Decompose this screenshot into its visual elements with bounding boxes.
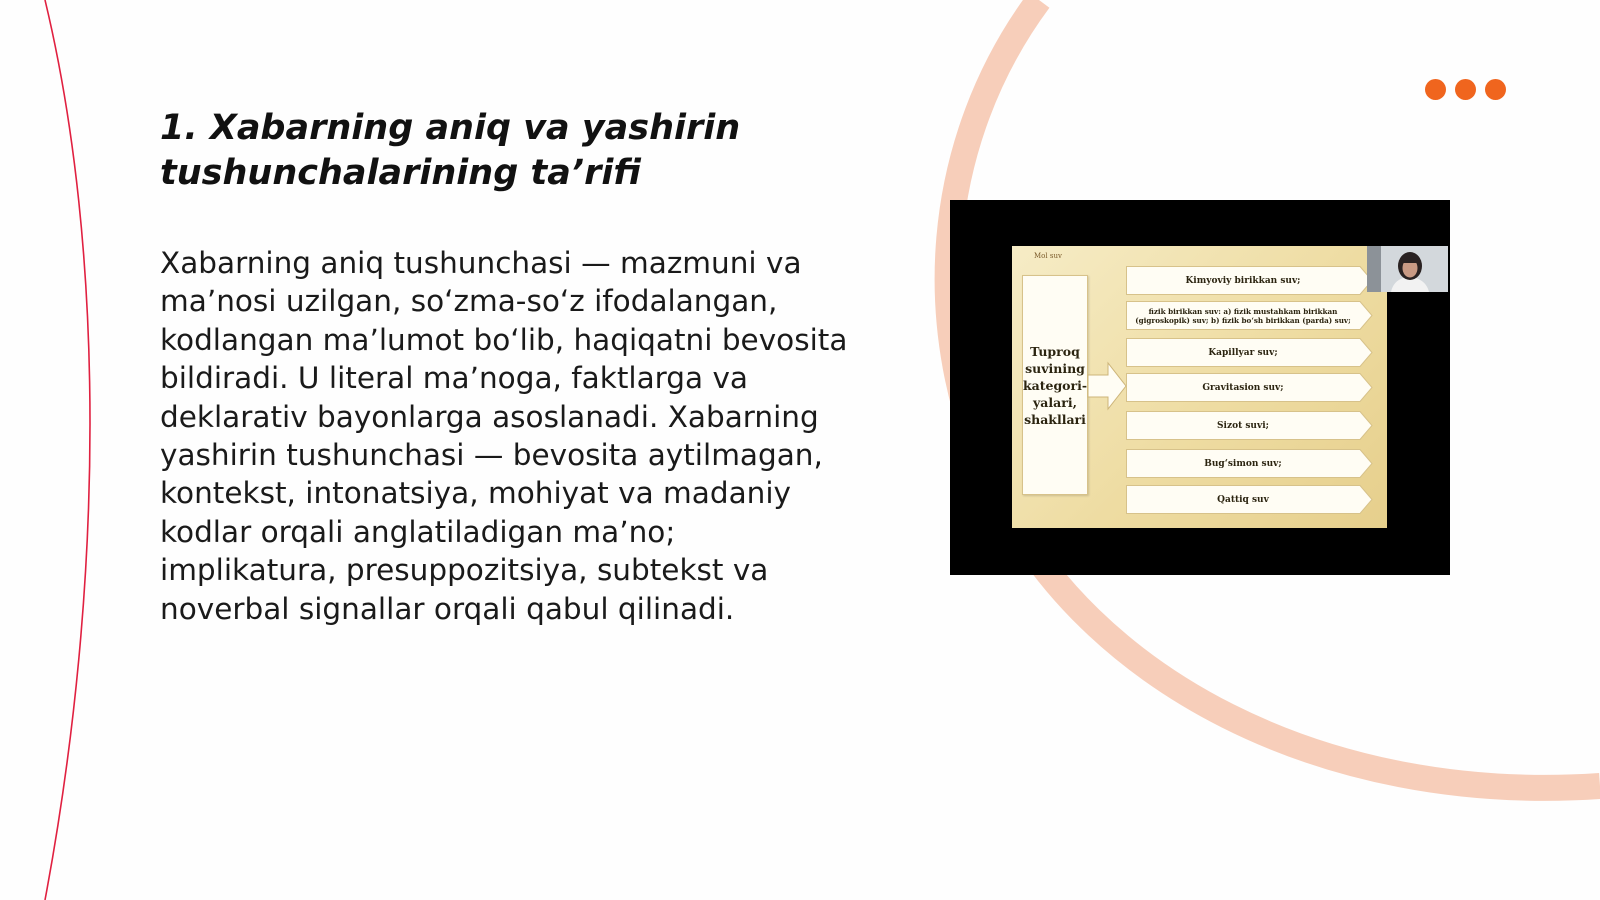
category-item-label: Gravitasion suv; xyxy=(1202,382,1284,393)
participant-video-thumbnail xyxy=(1367,246,1448,292)
three-dots-icon[interactable] xyxy=(1425,79,1506,100)
category-item-label: Kimyoviy birikkan suv; xyxy=(1185,275,1301,286)
shared-presentation-slide xyxy=(1012,246,1387,528)
category-item-label: fizik birikkan suv: a) fizik mustahkam birikkan (gigroskopik) suv; b) fizik bo‘sh birikkan (parda) suv; xyxy=(1135,306,1351,325)
category-item-label: Sizot suvi; xyxy=(1217,420,1269,431)
dot-2 xyxy=(1455,79,1476,100)
category-item-label: Kapillyar suv; xyxy=(1208,347,1278,358)
category-item xyxy=(1126,301,1373,330)
shared-slide-corner-label: Mol suv xyxy=(1034,252,1062,260)
category-item xyxy=(1126,338,1373,367)
left-edge-line xyxy=(45,0,90,900)
category-item xyxy=(1126,411,1373,440)
participant-avatar xyxy=(1367,246,1448,292)
video-screenshot xyxy=(950,200,1450,575)
category-box xyxy=(1022,275,1088,495)
category-item xyxy=(1126,485,1373,514)
category-item-label: Qattiq suv xyxy=(1217,494,1269,505)
slide-body-text: Xabarning aniq tushunchasi — mazmuni va ma’nosi uzilgan, so‘zma-so‘z ifodalangan, kodlangan ma’lumot bo‘lib, haqiqatni bevosita bildiradi. U literal ma’noga, faktlarga va deklarativ bayonlarga asoslanadi. Xabarning yashirin tushunchasi — bevosita aytilmagan, kontekst, intonatsiya, mohiyat va madaniy kodlar orqali anglatiladigan ma’no; implikatura, presuppozitsiya, subtekst va noverbal signallar orqali qabul qilinadi. xyxy=(160,246,848,626)
category-item-label: Bug‘simon suv; xyxy=(1204,458,1282,469)
category-label: Tuproq suvining kategori- yalari, shakllari xyxy=(1022,343,1088,427)
arrow-right-icon xyxy=(1086,361,1128,411)
category-item xyxy=(1126,373,1373,402)
dot-3 xyxy=(1485,79,1506,100)
dot-1 xyxy=(1425,79,1446,100)
slide-title: 1. Xabarning aniq va yashirin tushunchalarining ta’rifi xyxy=(160,108,741,193)
category-item xyxy=(1126,449,1373,478)
category-item xyxy=(1126,266,1373,295)
